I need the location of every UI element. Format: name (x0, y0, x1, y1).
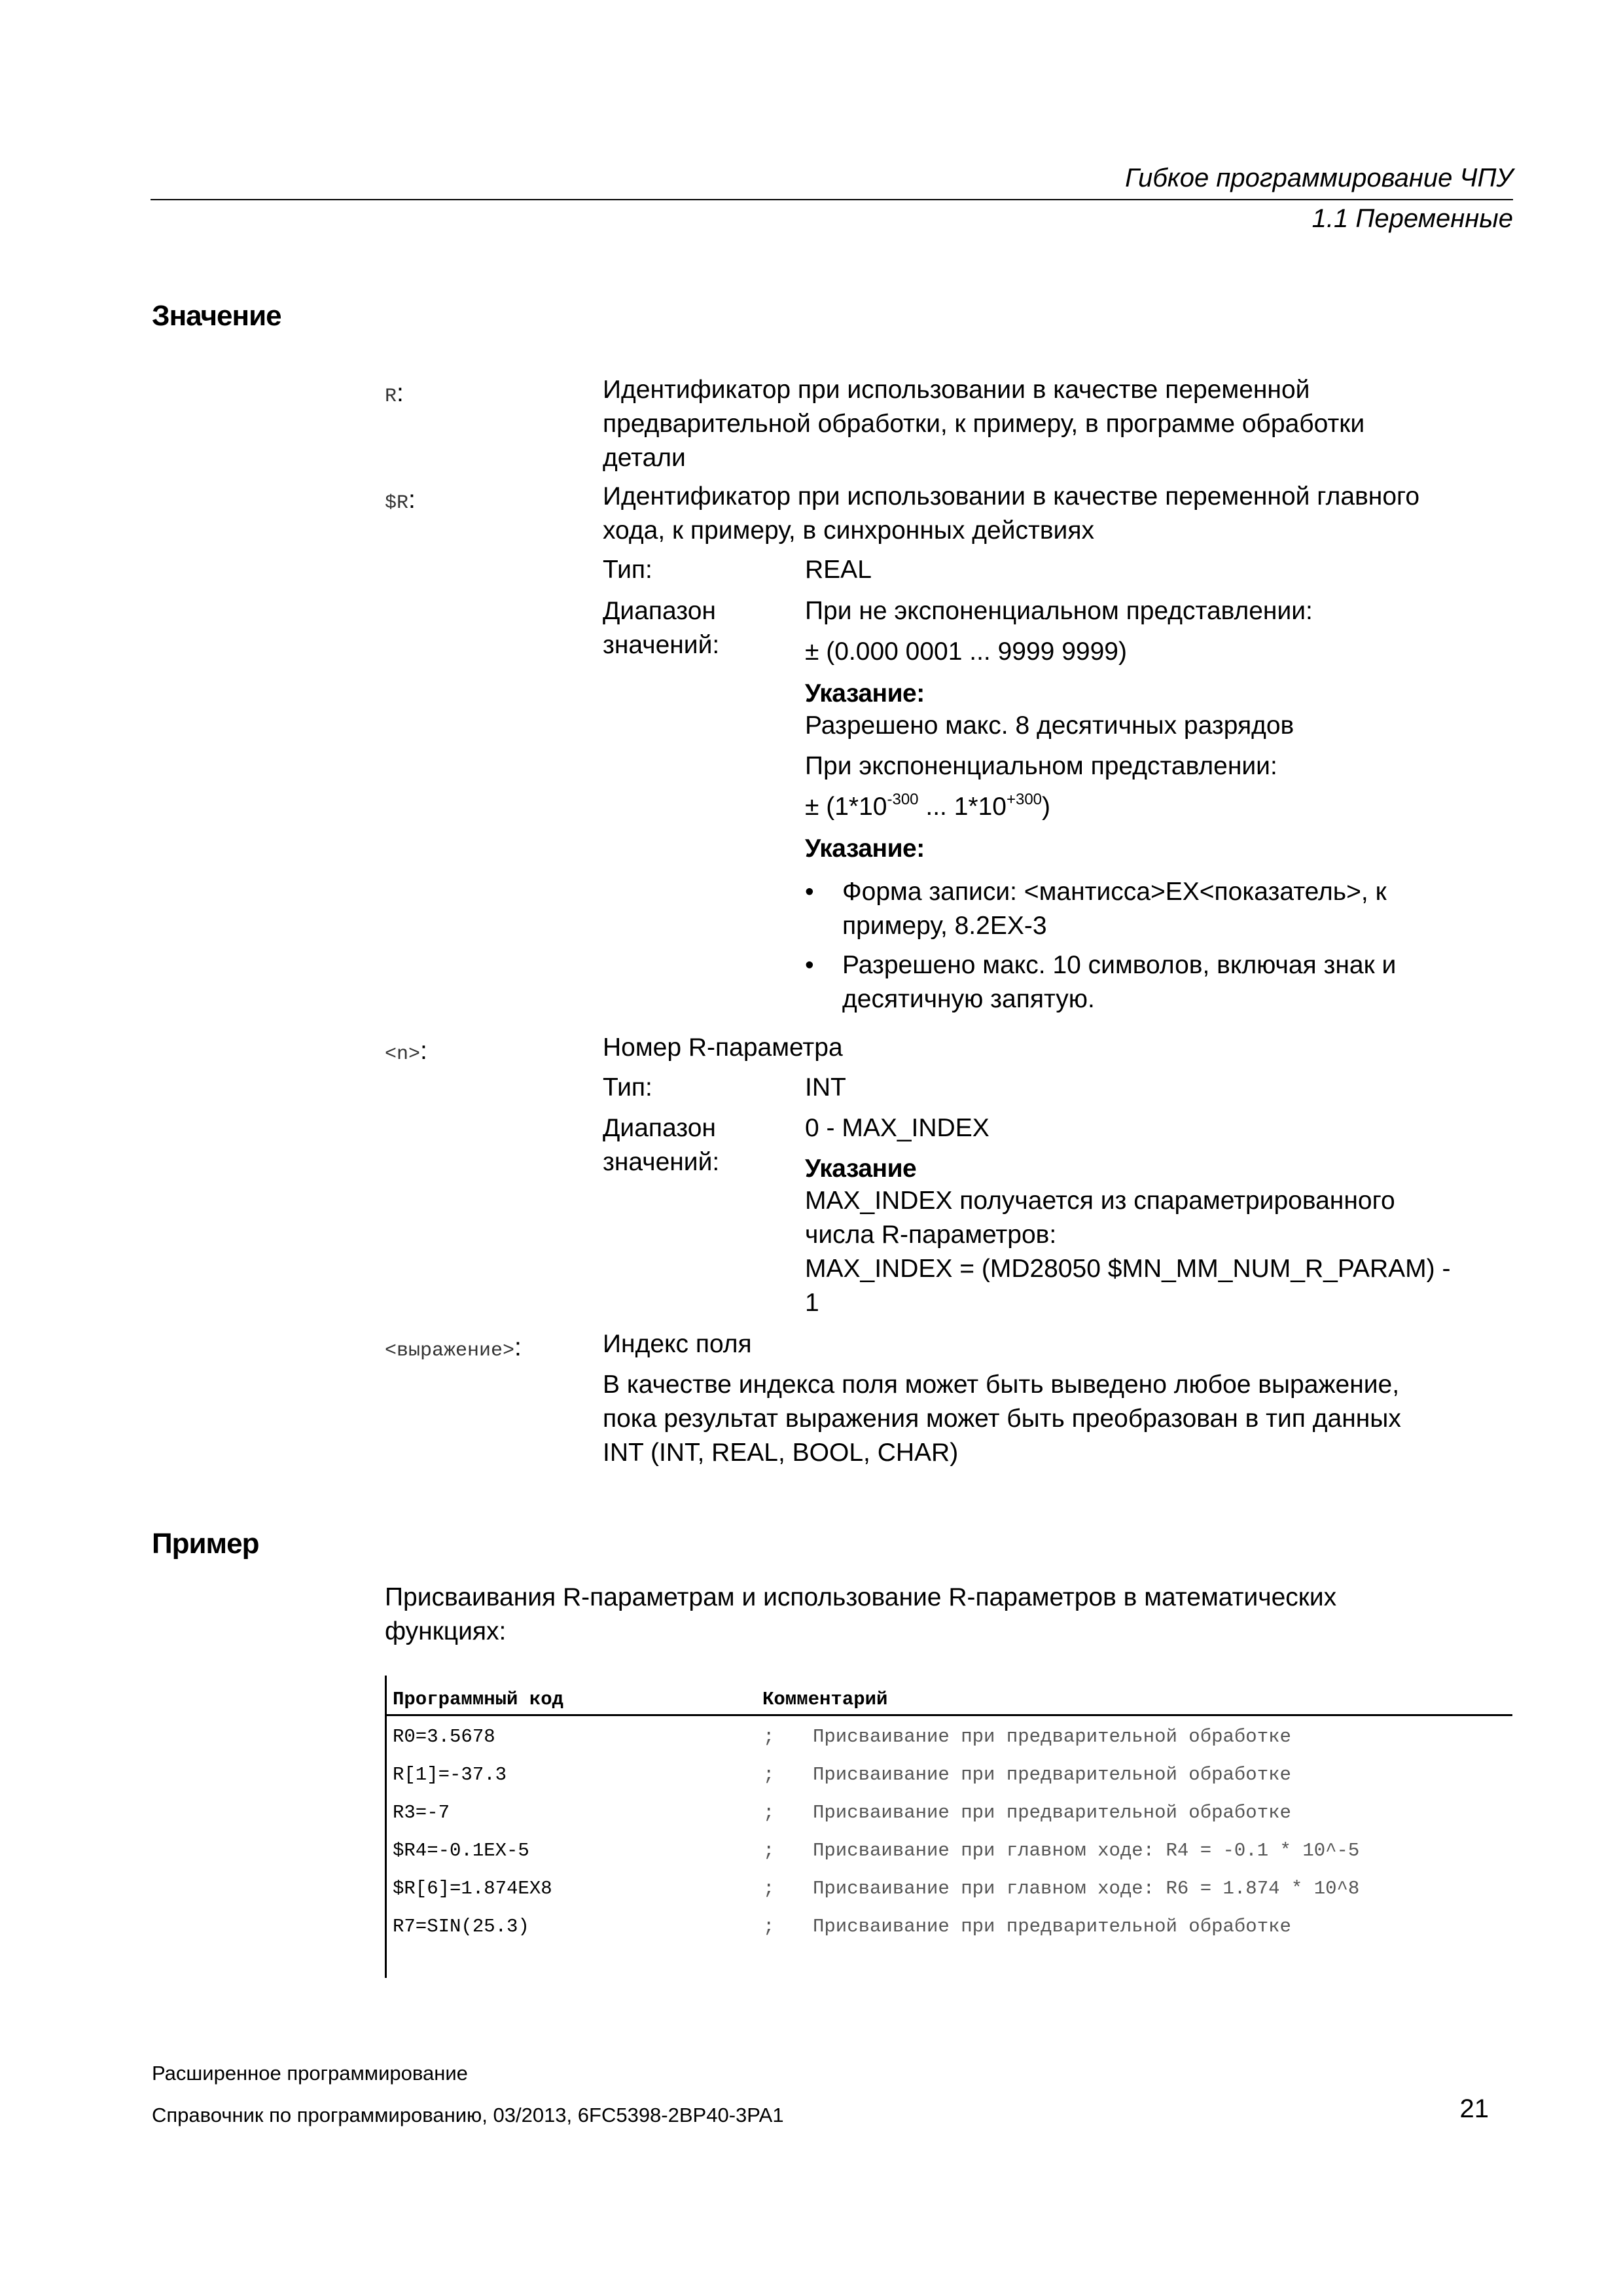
sr-note1-text: Разрешено макс. 8 десятичных разрядов (805, 711, 1294, 740)
def-expr-detail: В качестве индекса поля может быть выведено любое выражение, пока результат выражения может быть преобразован в тип данных INT (INT, REAL, BOOL, CHAR) (603, 1371, 1401, 1467)
footer-line-1: Расширенное программирование (152, 2062, 468, 2085)
sr-bullet-1: Форма записи: <мантисса>EX<показатель>, к примеру, 8.2EX-3 (842, 878, 1387, 940)
def-sr: Идентификатор при использовании в качестве переменной главного хода, к примеру, в синхронных действиях (603, 482, 1420, 545)
n-type-value: INT (805, 1073, 846, 1102)
section-heading-example: Пример (152, 1528, 259, 1560)
section-heading-meaning: Значение (152, 300, 281, 332)
term-n: <n>: (385, 1037, 427, 1066)
n-note-title: Указание (805, 1155, 917, 1183)
sr-non-exp: При не экспоненциальном представлении: (805, 597, 1313, 625)
sr-bullet-2: Разрешено макс. 10 символов, включая знак и десятичную запятую. (842, 951, 1397, 1013)
page-number: 21 (1459, 2094, 1489, 2123)
sr-type-value: REAL (805, 556, 872, 584)
sr-exp-range: ± ($1*10^{-300}$ ... $1*10^{+300}$) (805, 791, 1051, 821)
term-r: R: (385, 379, 404, 408)
sr-exp: При экспоненциальном представлении: (805, 752, 1277, 780)
n-note-text: MAX_INDEX получается из спараметрированного числа R-параметров: MAX_INDEX = (MD28050 $MN_MM_NUM_R_PARAM) - 1 (805, 1187, 1451, 1317)
code-col-header-comment: Комментарий (762, 1689, 888, 1710)
n-type-label: Тип: (603, 1073, 652, 1102)
sr-type-label: Тип: (603, 556, 652, 584)
sr-non-exp-range: ± (0.000 0001 ... 9999 9999) (805, 637, 1127, 666)
def-n: Номер R-параметра (603, 1033, 843, 1062)
bullet-icon: • (805, 878, 814, 906)
code-col-header-code: Программный код (393, 1689, 564, 1710)
n-range-value: 0 - MAX_INDEX (805, 1114, 990, 1142)
example-intro: Присваивания R-параметрам и использование R-параметров в математических функциях: (385, 1583, 1337, 1645)
header-rule (151, 199, 1513, 200)
sr-note1-title: Указание: (805, 679, 925, 708)
term-sr: $R: (385, 486, 416, 514)
bullet-icon: • (805, 951, 814, 979)
header-title: Гибкое программирование ЧПУ (1125, 164, 1513, 192)
sr-range-label: Диапазон значений: (603, 597, 720, 659)
def-r: Идентификатор при использовании в качестве переменной предварительной обработки, к примеру, в программе обработки детали (603, 376, 1365, 472)
header-subtitle: 1.1 Переменные (1311, 204, 1513, 233)
sr-note2-title: Указание: (805, 834, 925, 863)
code-table-header-rule (385, 1714, 1512, 1716)
term-expr: <выражение>: (385, 1333, 522, 1362)
n-range-label: Диапазон значений: (603, 1114, 720, 1176)
def-expr: Индекс поля (603, 1330, 752, 1358)
code-table-left-rule (385, 1676, 387, 1978)
footer-line-2: Справочник по программированию, 03/2013, 6FC5398-2BP40-3PA1 (152, 2104, 784, 2126)
